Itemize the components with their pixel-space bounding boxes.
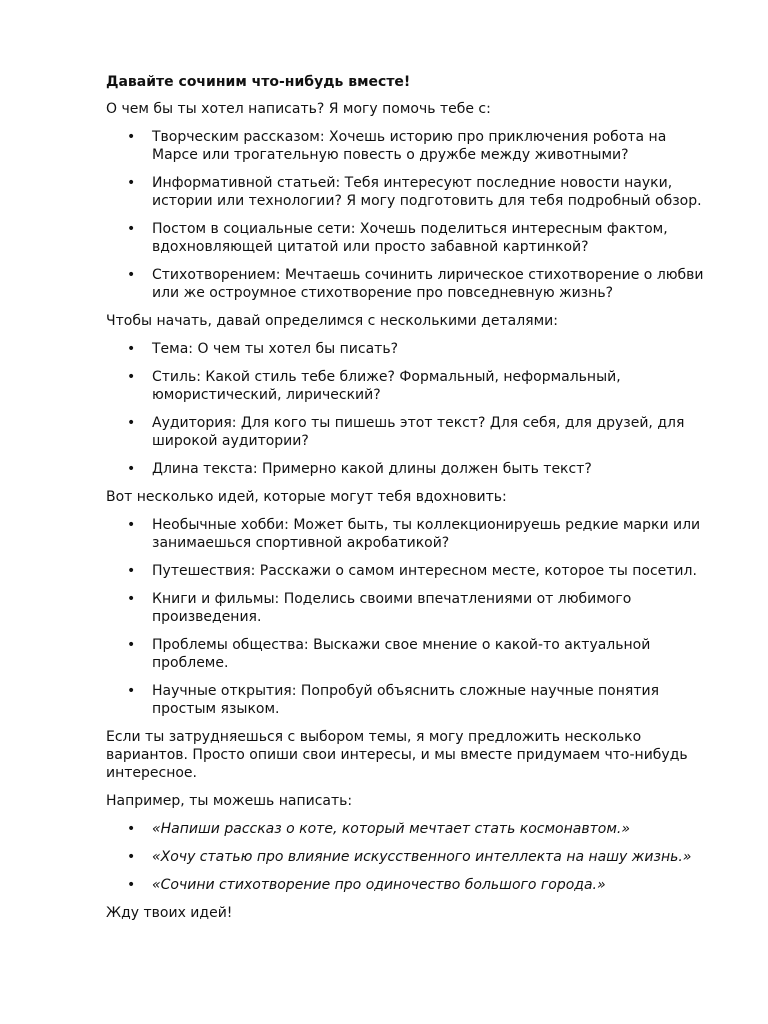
list-item: • Информативной статьей: Тебя интересуют последние новости науки, истории или технологии? Я могу подготовить для тебя подробный обзор. [127, 175, 702, 209]
details-intro-paragraph: Чтобы начать, давай определимся с несколькими деталями: [106, 313, 558, 329]
list-item: • «Хочу статью про влияние искусственного интеллекта на нашу жизнь.» [127, 849, 692, 865]
list-item: • Необычные хобби: Может быть, ты коллекционируешь редкие марки или занимаешься спортивной акробатикой? [127, 517, 701, 551]
list-item: • «Напиши рассказ о коте, который мечтает стать космонавтом.» [127, 821, 630, 837]
list-item: • Аудитория: Для кого ты пишешь этот текст? Для себя, для друзей, для широкой аудитории? [127, 415, 685, 449]
list-item: • Путешествия: Расскажи о самом интересном месте, которое ты посетил. [127, 563, 697, 579]
list-item: • Научные открытия: Попробуй объяснить сложные научные понятия простым языком. [127, 683, 660, 717]
details-list [106, 340, 712, 478]
bullet-icon: • [127, 175, 136, 191]
bullet-icon: • [127, 129, 136, 145]
bullet-icon: • [127, 267, 136, 283]
help-list [106, 128, 712, 302]
list-item: • Стиль: Какой стиль тебе ближе? Формальный, неформальный, юмористический, лирический? [127, 369, 621, 403]
bullet-icon: • [127, 849, 136, 865]
bullet-icon: • [127, 637, 136, 653]
bullet-icon: • [127, 563, 136, 579]
ideas-list [106, 516, 712, 718]
bullet-icon: • [127, 821, 136, 837]
list-item: • Стихотворением: Мечтаешь сочинить лирическое стихотворение о любви или же остроумное стихотворение про повседневную жизнь? [127, 267, 704, 301]
intro-paragraph: О чем бы ты хотел написать? Я могу помочь тебе с: [106, 101, 491, 117]
ideas-intro-paragraph: Вот несколько идей, которые могут тебя вдохновить: [106, 489, 507, 505]
list-item: • Проблемы общества: Выскажи свое мнение о какой-то актуальной проблеме. [127, 637, 651, 671]
offer-paragraph: Если ты затрудняешься с выбором темы, я могу предложить несколько вариантов. Просто опиши свои интересы, и мы вместе придумаем что-нибудь интересное. [106, 729, 688, 781]
bullet-icon: • [127, 341, 136, 357]
bullet-icon: • [127, 369, 136, 385]
bullet-icon: • [127, 517, 136, 533]
bullet-icon: • [127, 221, 136, 237]
list-item: • Книги и фильмы: Поделись своими впечатлениями от любимого произведения. [127, 591, 632, 625]
examples-intro-paragraph: Например, ты можешь написать: [106, 793, 353, 809]
bullet-icon: • [127, 591, 136, 607]
list-item: • «Сочини стихотворение про одиночество большого города.» [127, 877, 606, 893]
bullet-icon: • [127, 461, 136, 477]
list-item: • Творческим рассказом: Хочешь историю про приключения робота на Марсе или трогательную повесть о дружбе между животными? [127, 129, 667, 163]
examples-list [106, 820, 712, 894]
list-item: • Постом в социальные сети: Хочешь поделиться интересным фактом, вдохновляющей цитатой или просто забавной картинкой? [127, 221, 668, 255]
bullet-icon: • [127, 683, 136, 699]
list-item: • Тема: О чем ты хотел бы писать? [127, 341, 399, 357]
list-item: • Длина текста: Примерно какой длины должен быть текст? [127, 461, 592, 477]
document-title: Давайте сочиним что-нибудь вместе! [106, 74, 411, 90]
closing-paragraph: Жду твоих идей! [106, 905, 233, 921]
bullet-icon: • [127, 415, 136, 431]
bullet-icon: • [127, 877, 136, 893]
